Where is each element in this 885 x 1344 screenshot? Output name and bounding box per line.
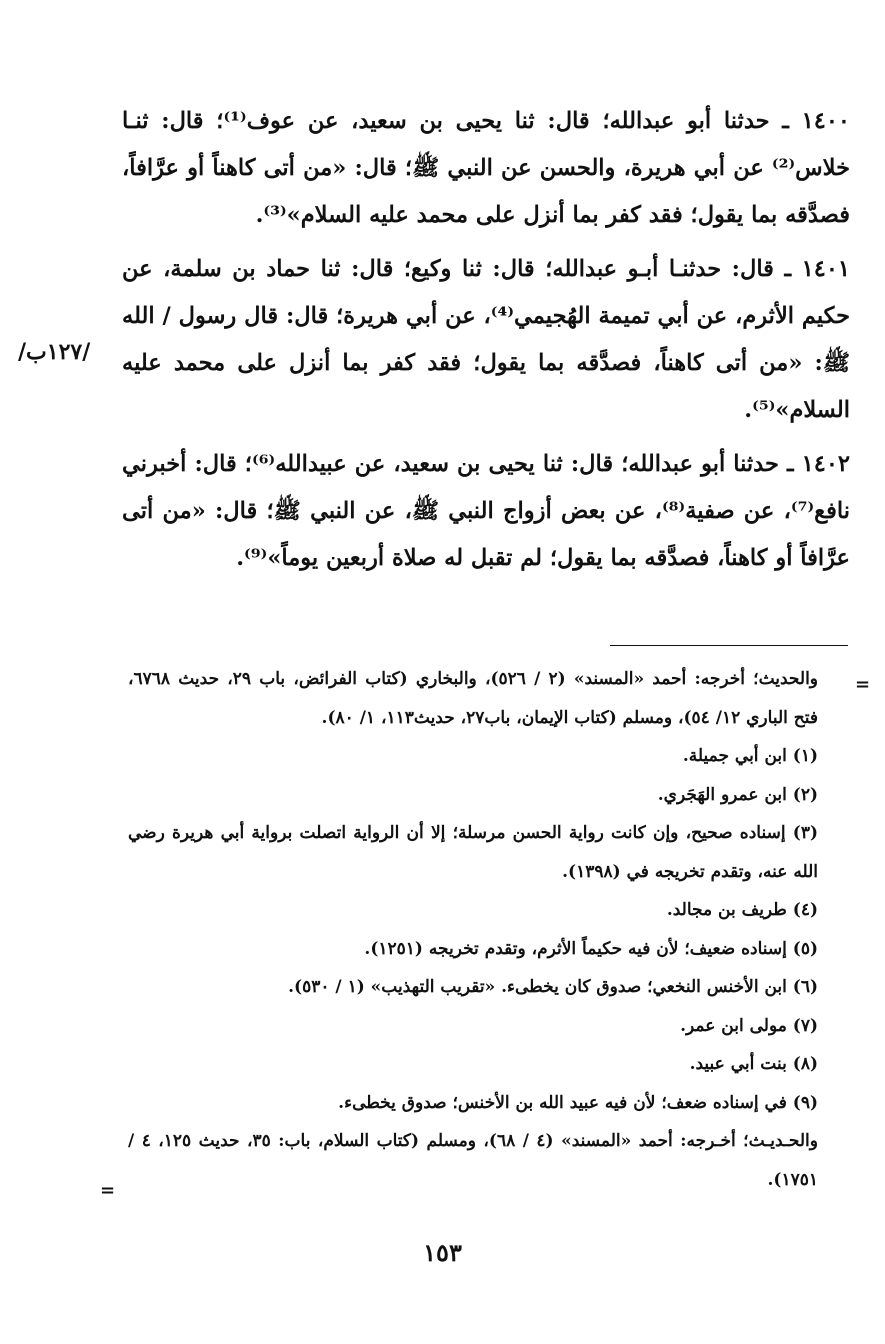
hadith-1401: ١٤٠١ ـ قال: حدثنـا أبـو عبدالله؛ قال: ثنا وكيع؛ قال: ثنا حماد بن سلمة، عن حكيم الأثرم، عن أبي تميمة الهُجيمي⁽⁴⁾، عن أبي هريرة؛ قال: قال رسول / الله ﷺ: «من أتى كاهناً، فصدَّقه بما يقول؛ فقد كفر بما أنزل على محمد عليه السلام»⁽⁵⁾.: [122, 256, 850, 423]
footnote-continued: والحديث؛ أخرجه: أحمد «المسند» (٢ / ٥٢٦)، والبخاري (كتاب الفرائض، باب ٢٩، حديث ٦٧٦٨، فتح الباري ١٢/ ٥٤)، ومسلم (كتاب الإيمان، باب٢٧، حديث١١٣، ١/ ٨٠).: [128, 669, 818, 728]
footnote-8: (٨) بنت أبي عبيد.: [689, 1054, 818, 1074]
footnote-4: (٤) طريف بن مجالد.: [666, 900, 818, 920]
footnote-2: (٢) ابن عمرو الهَجَري.: [657, 784, 818, 805]
footnote-1: (١) ابن أبي جميلة.: [682, 746, 818, 766]
continuation-mark-top: =: [855, 674, 871, 695]
main-text: [122, 98, 850, 589]
footnote-7: (٧) مولى ابن عمر.: [680, 1015, 818, 1036]
hadith-1400: ١٤٠٠ ـ حدثنا أبو عبدالله؛ قال: ثنا يحيى بن سعيد، عن عوف⁽¹⁾؛ قال: ثنـا خلاس⁽²⁾ عن أبي هريرة، والحسن عن النبي ﷺ؛ قال: «من أتى كاهناً أو عرَّافاً، فصدَّقه بما يقول؛ فقد كفر بما أنزل على محمد عليه السلام»⁽³⁾.: [122, 108, 850, 228]
hadith-1402: ١٤٠٢ ـ حدثنا أبو عبدالله؛ قال: ثنا يحيى بن سعيد، عن عبيدالله⁽⁶⁾؛ قال: أخبرني نافع⁽⁷⁾، عن صفية⁽⁸⁾، عن بعض أزواج النبي ﷺ، عن النبي ﷺ؛ قال: «من أتى عرَّافاً أو كاهناً، فصدَّقه بما يقول؛ لم تقبل له صلاة أربعين يوماً»⁽⁹⁾.: [122, 451, 850, 571]
footnote-hadith-takhrij: والحـديـث؛ أخـرجه: أحمد «المسند» (٤ / ٦٨)، ومسلم (كتاب السلام، باب: ٣٥، حديث ١٢٥، ٤ / ١٧٥١).: [128, 1131, 818, 1190]
footnote-separator: [610, 645, 848, 646]
continuation-mark-bottom: =: [100, 1180, 116, 1201]
footnote-6: (٦) ابن الأخنس النخعي؛ صدوق كان يخطىء. «تقريب التهذيب» (١ / ٥٣٠).: [288, 977, 818, 997]
footnote-9: (٩) في إسناده ضعف؛ لأن فيه عبيد الله بن الأخنس؛ صدوق يخطىء.: [338, 1092, 818, 1113]
footnotes: [128, 660, 848, 1199]
page-number: ١٥٣: [423, 1238, 462, 1267]
footnote-5: (٥) إسناده ضعيف؛ لأن فيه حكيماً الأثرم، وتقدم تخريجه (١٢٥١).: [364, 938, 818, 959]
footnote-3: (٣) إسناده صحيح، وإن كانت رواية الحسن مرسلة؛ إلا أن الرواية اتصلت برواية أبي هريرة رضي الله عنه، وتقدم تخريجه في (١٣٩٨).: [128, 823, 818, 882]
manuscript-folio-reference: /١٢٧ب/: [18, 339, 91, 365]
